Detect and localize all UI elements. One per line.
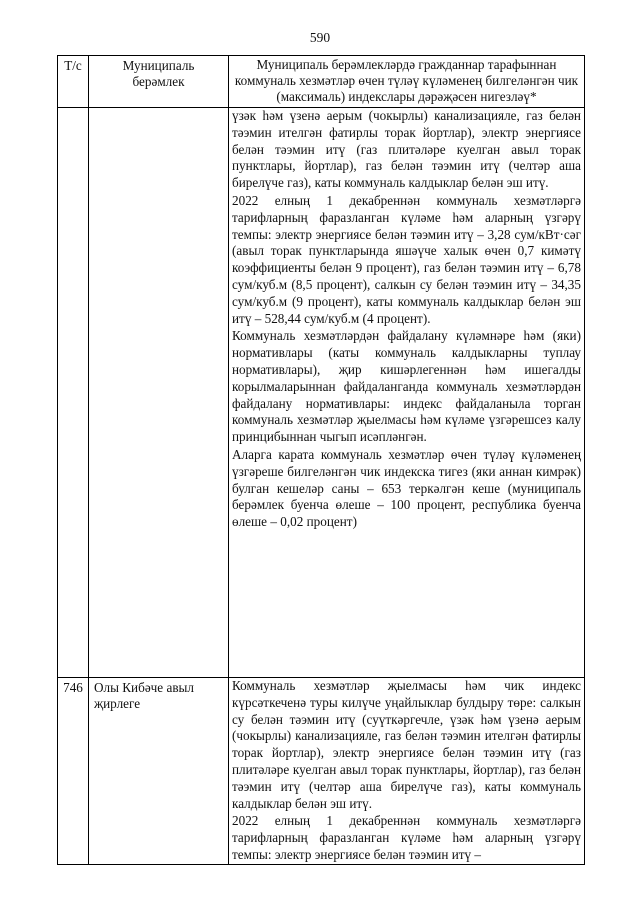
table-row bbox=[58, 678, 585, 865]
row-justification bbox=[229, 678, 585, 865]
header-municipality: Муниципаль берәмлек bbox=[89, 56, 229, 108]
paragraph: Коммуналь хезмәтләрдән файдалану күләмнәре һәм (яки) нормативлары (каты коммуналь калдыкларны туплау нормативлары), җир кишәрлегеннән һәм ишегалды корылмаларыннан файдаланганда коммуналь хезмәтләрдән файдалану нормативлары: индекс файдаланыла торган коммуналь хезмәтләр җыелмасы һәм күләме үзгәрешсез калу принцибыннан чыгып исәпләнгән. bbox=[232, 328, 581, 445]
table-row bbox=[58, 108, 585, 678]
paragraph: 2022 елның 1 декабреннән коммуналь хезмәтләргә тарифларның фаразланган күләме һәм аларның үзгәрү темпы: электр энергиясе белән тәэмин итү – bbox=[232, 813, 581, 862]
header-justification: Муниципаль берәмлекләрдә гражданнар тарафыннан коммуналь хезмәтләр өчен түләү күләменең билгеләнгән чик (максималь) индекслары дәрәҗәсен нигезләү* bbox=[229, 56, 585, 108]
paragraph: Аларга карата коммуналь хезмәтләр өчен түләү күләменең үзгәреше билгеләнгән чик индекска тигез (яки аннан кимрәк) булган кешеләр саны – 653 теркәлгән кеше (муниципаль берәмлек буенча өлеше – 100 процент, республика буенча өлеше – 0,02 процент) bbox=[232, 446, 581, 530]
paragraph: 2022 елның 1 декабреннән коммуналь хезмәтләргә тарифларның фаразланган күләме һәм аларның үзгәрү темпы: электр энергиясе белән тәэмин итү – 3,28 сум/кВт·сәг (авыл торак пунктларында яшәүче халык өчен 0,7 кимәтү коэффициенты белән 9 процент), газ белән тәэмин итү – 6,78 сум/куб.м (8,5 процент), салкын су белән тәэмин итү – 34,35 сум/куб.м (9 процент), каты коммуналь калдыклар белән эш итү – 528,44 сум/куб.м (4 процент). bbox=[232, 192, 581, 326]
row-justification bbox=[229, 108, 585, 678]
paragraph: Коммуналь хезмәтләр җыелмасы һәм чик индекс күрсәткеченә туры килүче уңайлыклар булдыру төре: салкын су белән тәэмин итү (суүткәргечле, үзәк һәм үзенә аерым (чокырлы) канализацияле, газ белән тәэмин ителгән фатирлы торак йортлар), электр энергиясе белән тәэмин итү (газ плитәләре куелган авыл торак пунктлары, йортлар), газ белән тәэмин итү (челтәр аша бирелүче газ), каты коммуналь калдыклар белән эш итү. bbox=[232, 678, 581, 811]
header-number: Т/с bbox=[58, 56, 89, 108]
row-municipality: Олы Кибәче авыл җирлеге bbox=[89, 678, 229, 865]
paragraph: үзәк һәм үзенә аерым (чокырлы) канализацияле, газ белән тәэмин ителгән фатирлы торак йортлар), электр энергиясе белән тәэмин итү (газ плитәләре куелган авыл торак пунктлары, йортлар), газ белән тәэмин итү (челтәр аша бирелүче газ), каты коммуналь калдыклар белән эш итү. bbox=[232, 108, 581, 191]
indices-table bbox=[57, 55, 585, 865]
row-number bbox=[58, 108, 89, 678]
page-number: 590 bbox=[309, 30, 331, 45]
row-number: 746 bbox=[58, 678, 89, 865]
table-header-row bbox=[58, 56, 585, 108]
row-municipality bbox=[89, 108, 229, 678]
